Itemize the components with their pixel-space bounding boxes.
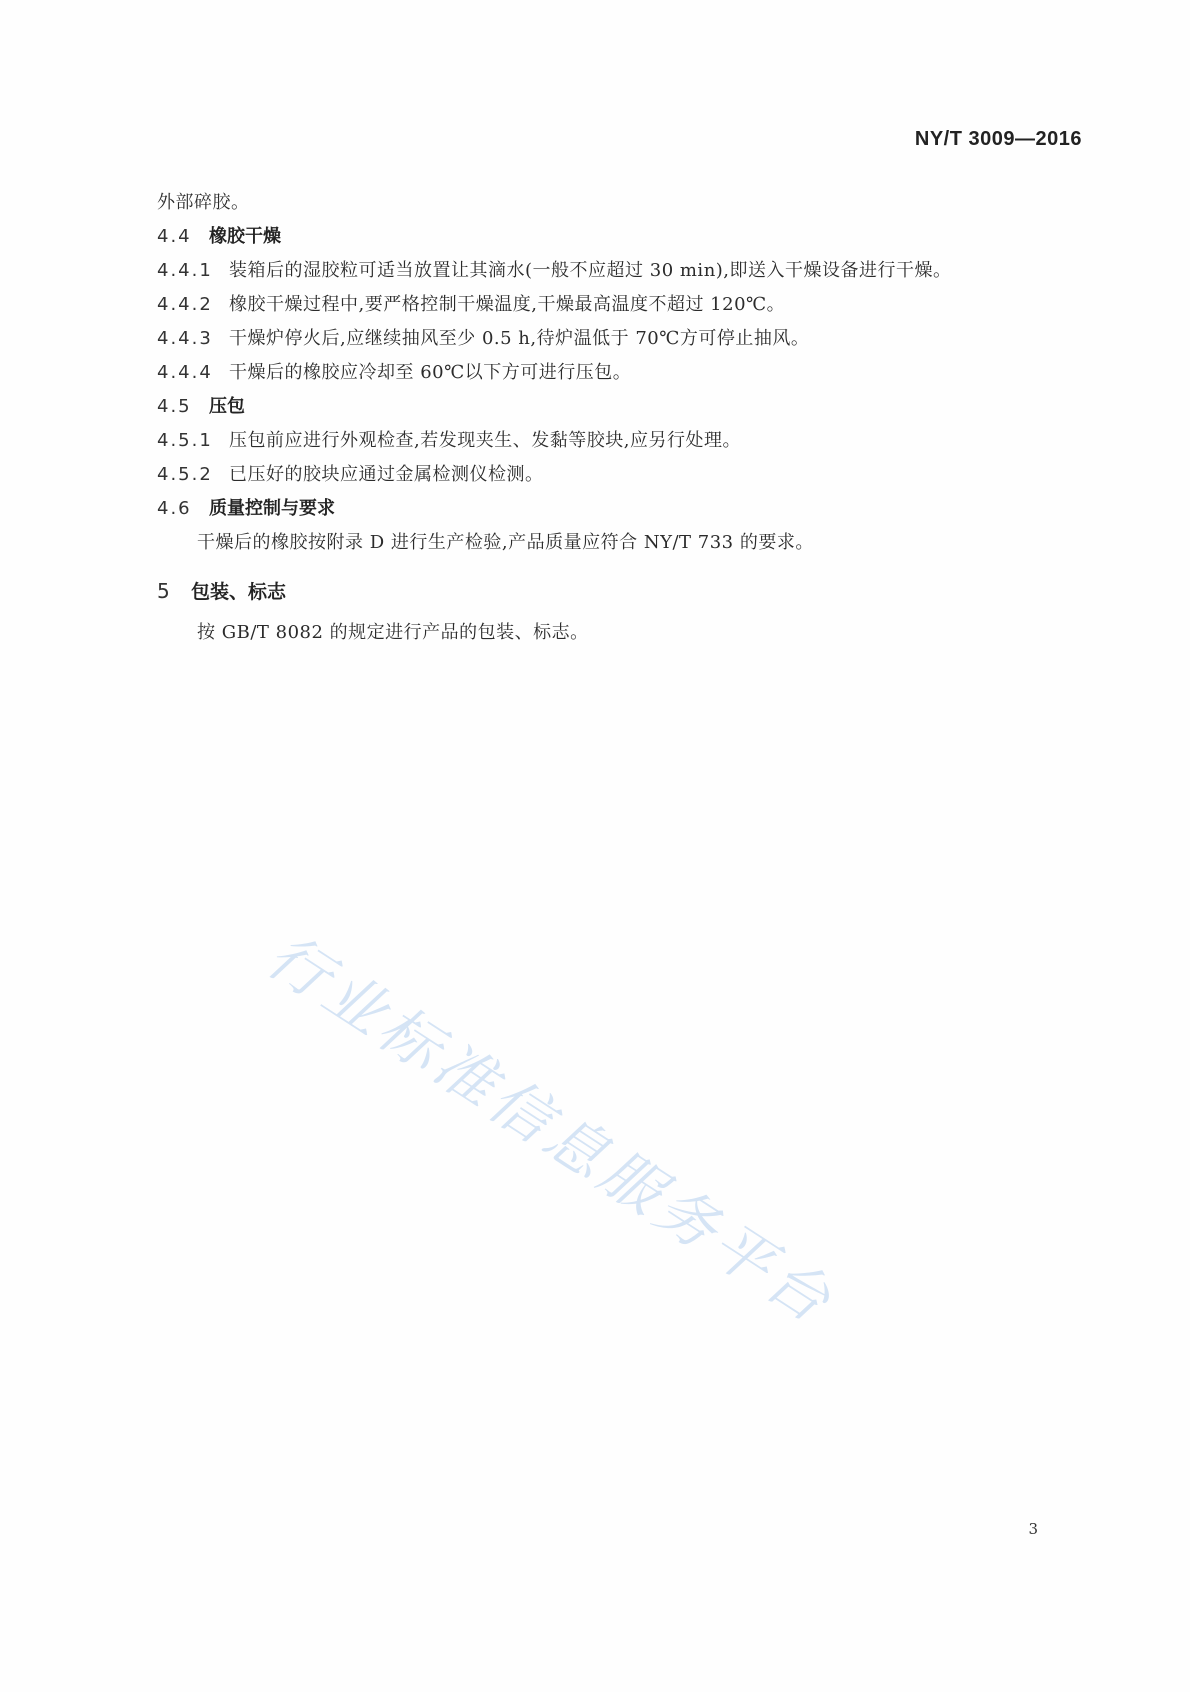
watermark: 行业标准信息服务平台	[254, 920, 847, 1340]
clause-number: 4.4.4	[157, 362, 213, 383]
paragraph-5	[157, 616, 1057, 650]
main-content	[157, 186, 1057, 650]
heading-4-5	[157, 390, 1057, 424]
paragraph-text: 干燥后的橡胶按附录 D 进行生产检验,产品质量应符合 NY/T 733 的要求。	[197, 532, 814, 553]
clause-text: 压包前应进行外观检查,若发现夹生、发黏等胶块,应另行处理。	[229, 430, 741, 451]
paragraph-4-6	[157, 526, 1057, 560]
standard-code: NY/T 3009—2016	[914, 128, 1082, 150]
section-heading: 质量控制与要求	[209, 498, 335, 519]
clause-4-4-3	[157, 322, 1057, 356]
clause-text: 已压好的胶块应通过金属检测仪检测。	[229, 464, 544, 485]
clause-text: 干燥炉停火后,应继续抽风至少 0.5 h,待炉温低于 70℃方可停止抽风。	[229, 328, 810, 349]
clause-4-4-1	[157, 254, 1057, 288]
clause-number: 4.4.1	[157, 260, 213, 281]
clause-number: 4.5.2	[157, 464, 213, 485]
section-number: 4.6	[157, 498, 192, 519]
paragraph-continuation	[157, 186, 1057, 220]
clause-4-5-1	[157, 424, 1057, 458]
clause-4-5-2	[157, 458, 1057, 492]
section-number: 5	[157, 579, 172, 603]
section-number: 4.5	[157, 396, 192, 417]
clause-number: 4.4.2	[157, 294, 213, 315]
section-heading: 橡胶干燥	[209, 226, 281, 247]
clause-text: 装箱后的湿胶粒可适当放置让其滴水(一般不应超过 30 min),即送入干燥设备进行干燥。	[229, 260, 952, 281]
heading-4-4	[157, 220, 1057, 254]
clause-number: 4.5.1	[157, 430, 213, 451]
clause-4-4-4	[157, 356, 1057, 390]
section-heading: 压包	[209, 396, 245, 417]
clause-text: 橡胶干燥过程中,要严格控制干燥温度,干燥最高温度不超过 120℃。	[229, 294, 786, 315]
clause-number: 4.4.3	[157, 328, 213, 349]
page-number: 3	[1028, 1520, 1038, 1538]
paragraph-text: 外部碎胶。	[157, 192, 250, 213]
heading-5	[157, 574, 1057, 608]
heading-4-6	[157, 492, 1057, 526]
clause-4-4-2	[157, 288, 1057, 322]
section-number: 4.4	[157, 226, 192, 247]
clause-text: 干燥后的橡胶应冷却至 60℃以下方可进行压包。	[229, 362, 632, 383]
paragraph-text: 按 GB/T 8082 的规定进行产品的包装、标志。	[197, 622, 589, 643]
section-heading: 包装、标志	[191, 581, 287, 603]
